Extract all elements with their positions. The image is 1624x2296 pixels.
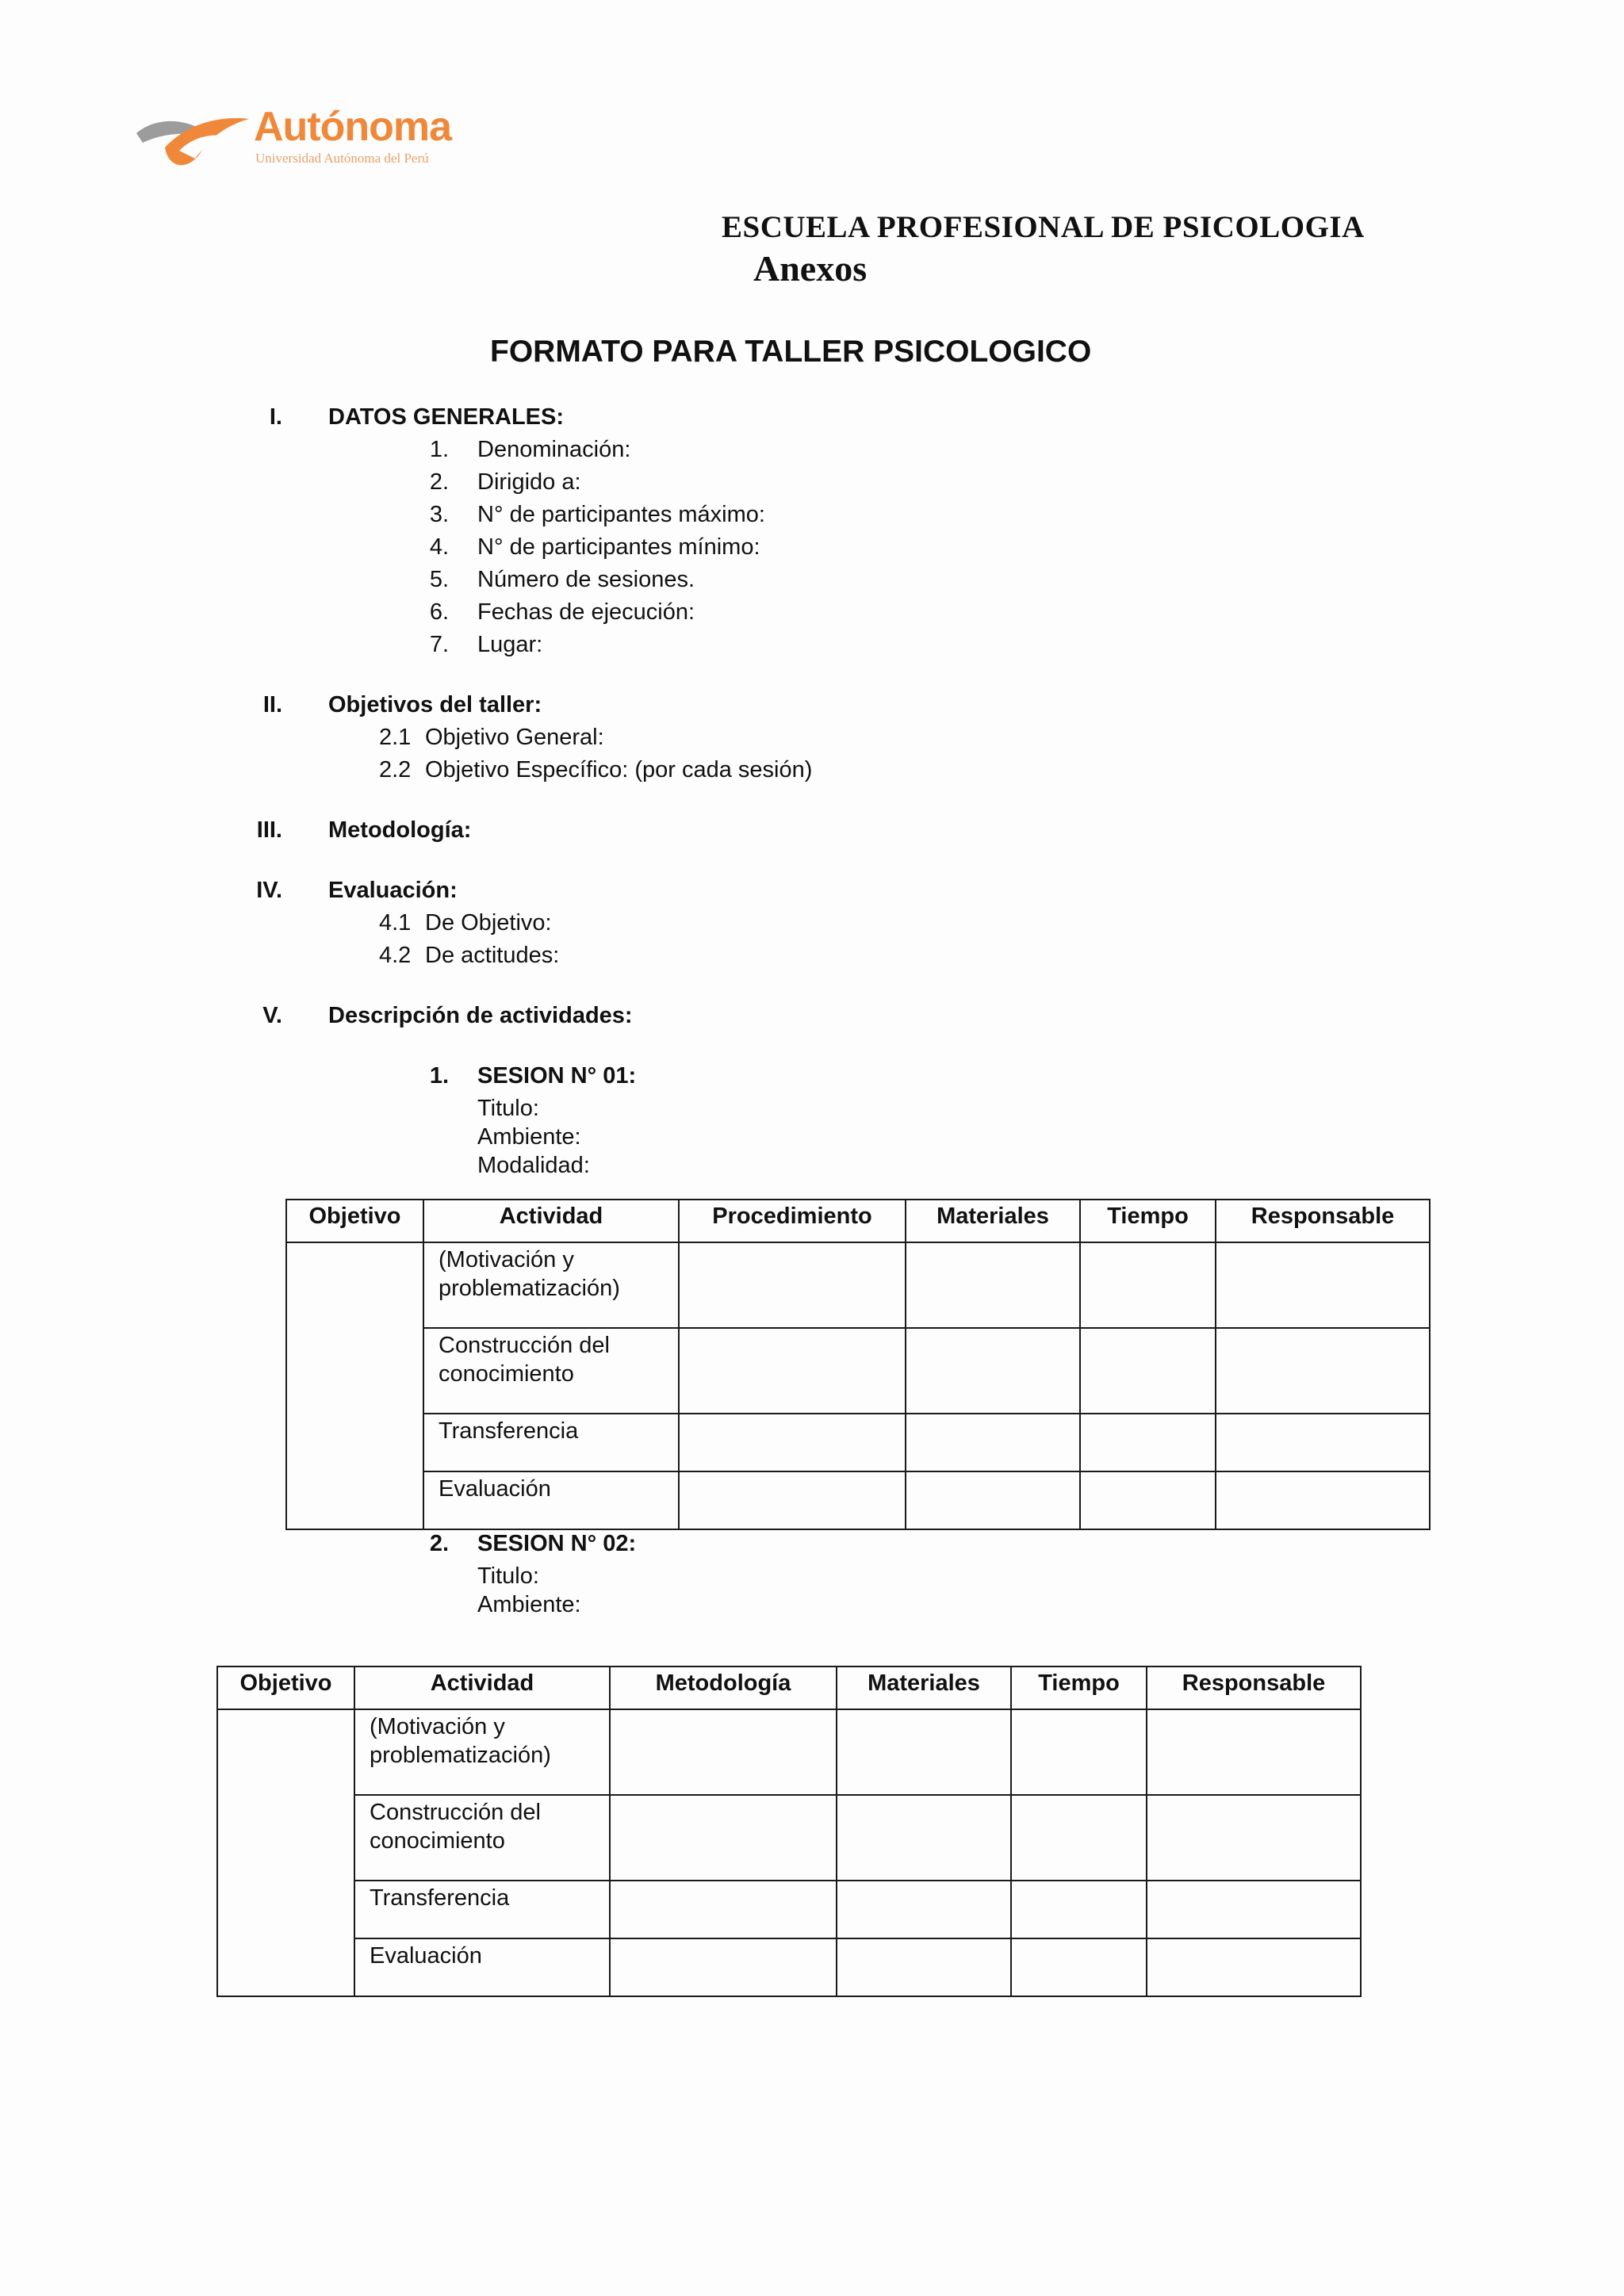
empty-cell: [837, 1795, 1011, 1881]
empty-cell: [1080, 1328, 1216, 1414]
column-header: Actividad: [423, 1200, 679, 1242]
section-numeral: II.: [262, 692, 282, 718]
list-number: 4.2: [379, 943, 412, 968]
empty-cell: [610, 1938, 837, 1996]
list-item: Objetivo General:: [425, 725, 604, 750]
empty-cell: [1080, 1414, 1216, 1471]
logo-name: Autónoma: [254, 104, 452, 150]
section-heading: Descripción de actividades:: [328, 1003, 633, 1028]
activity-cell: Evaluación: [354, 1938, 610, 1996]
column-header: Actividad: [354, 1667, 610, 1709]
table-header-row: [217, 1667, 1361, 1709]
empty-cell: [1147, 1795, 1361, 1881]
list-number: 2.1: [379, 725, 412, 750]
activity-cell: Construcción del conocimiento: [354, 1795, 610, 1881]
list-number: 6.: [429, 599, 449, 625]
section-heading: DATOS GENERALES:: [328, 404, 565, 430]
session-number: 1.: [429, 1063, 449, 1089]
column-header: Metodología: [610, 1667, 837, 1709]
empty-cell: [1216, 1471, 1430, 1529]
table-header-row: [286, 1200, 1430, 1242]
empty-cell: [1011, 1709, 1147, 1795]
university-logo: [133, 101, 482, 181]
session-field: Ambiente:: [477, 1124, 581, 1150]
empty-cell: [610, 1881, 837, 1938]
annex-label: Anexos: [753, 248, 868, 289]
table-row: [217, 1709, 1361, 1795]
objective-cell: [286, 1242, 423, 1529]
list-item: N° de participantes máximo:: [477, 502, 765, 527]
empty-cell: [906, 1471, 1080, 1529]
section-numeral: V.: [262, 1003, 282, 1028]
section-numeral: III.: [256, 817, 282, 843]
session-field: Titulo:: [477, 1096, 539, 1121]
empty-cell: [679, 1414, 906, 1471]
table-row: [286, 1414, 1430, 1471]
empty-cell: [1011, 1795, 1147, 1881]
empty-cell: [1011, 1881, 1147, 1938]
school-name: ESCUELA PROFESIONAL DE PSICOLOGIA: [722, 210, 1365, 244]
session2-table: [216, 1666, 1362, 1997]
empty-cell: [1147, 1881, 1361, 1938]
column-header: Objetivo: [286, 1200, 423, 1242]
logo-subtitle: Universidad Autónoma del Perú: [255, 151, 429, 166]
logo-swoosh-icon: [133, 101, 252, 173]
list-item: Lugar:: [477, 632, 543, 657]
empty-cell: [610, 1795, 837, 1881]
table-row: [286, 1242, 1430, 1328]
table-row: [217, 1938, 1361, 1996]
column-header: Materiales: [837, 1667, 1011, 1709]
list-item: Denominación:: [477, 437, 631, 462]
empty-cell: [1147, 1938, 1361, 1996]
table-row: [286, 1471, 1430, 1529]
list-item: Fechas de ejecución:: [477, 599, 695, 625]
list-number: 7.: [429, 632, 449, 657]
column-header: Objetivo: [217, 1667, 354, 1709]
empty-cell: [1011, 1938, 1147, 1996]
list-number: 4.1: [379, 910, 412, 936]
column-header: Tiempo: [1011, 1667, 1147, 1709]
section-numeral: I.: [269, 404, 282, 430]
empty-cell: [1216, 1414, 1430, 1471]
empty-cell: [906, 1414, 1080, 1471]
list-number: 1.: [429, 437, 449, 462]
list-number: 2.: [429, 469, 449, 495]
column-header: Materiales: [906, 1200, 1080, 1242]
empty-cell: [610, 1709, 837, 1795]
section-heading: Objetivos del taller:: [328, 692, 542, 718]
column-header: Procedimiento: [679, 1200, 906, 1242]
empty-cell: [1216, 1328, 1430, 1414]
session-number: 2.: [429, 1531, 449, 1556]
empty-cell: [1080, 1471, 1216, 1529]
session1-table: [285, 1199, 1431, 1530]
list-number: 4.: [429, 534, 449, 560]
column-header: Responsable: [1216, 1200, 1430, 1242]
empty-cell: [1080, 1242, 1216, 1328]
page-title: FORMATO PARA TALLER PSICOLOGICO: [490, 335, 1092, 369]
list-item: Objetivo Específico: (por cada sesión): [425, 757, 813, 783]
list-number: 5.: [429, 567, 449, 592]
list-item: Dirigido a:: [477, 469, 581, 495]
session-field: Ambiente:: [477, 1592, 581, 1617]
list-item: De Objetivo:: [425, 910, 552, 936]
section-heading: Evaluación:: [328, 878, 458, 903]
empty-cell: [906, 1328, 1080, 1414]
empty-cell: [837, 1709, 1011, 1795]
column-header: Responsable: [1147, 1667, 1361, 1709]
empty-cell: [1147, 1709, 1361, 1795]
table-row: [217, 1795, 1361, 1881]
session-heading: SESION N° 02:: [477, 1531, 637, 1556]
empty-cell: [837, 1938, 1011, 1996]
empty-cell: [837, 1881, 1011, 1938]
session-heading: SESION N° 01:: [477, 1063, 637, 1089]
table-row: [286, 1328, 1430, 1414]
column-header: Tiempo: [1080, 1200, 1216, 1242]
empty-cell: [679, 1471, 906, 1529]
list-item: N° de participantes mínimo:: [477, 534, 760, 560]
list-number: 2.2: [379, 757, 412, 783]
empty-cell: [906, 1242, 1080, 1328]
section-numeral: IV.: [256, 878, 282, 903]
session-field: Titulo:: [477, 1563, 539, 1589]
list-number: 3.: [429, 502, 449, 527]
activity-cell: Evaluación: [423, 1471, 679, 1529]
activity-cell: Construcción del conocimiento: [423, 1328, 679, 1414]
activity-cell: (Motivación y problematización): [423, 1242, 679, 1328]
table-row: [217, 1881, 1361, 1938]
activity-cell: Transferencia: [354, 1881, 610, 1938]
empty-cell: [1216, 1242, 1430, 1328]
list-item: Número de sesiones.: [477, 567, 695, 592]
empty-cell: [679, 1328, 906, 1414]
list-item: De actitudes:: [425, 943, 560, 968]
objective-cell: [217, 1709, 354, 1996]
activity-cell: Transferencia: [423, 1414, 679, 1471]
section-heading: Metodología:: [328, 817, 472, 843]
activity-cell: (Motivación y problematización): [354, 1709, 610, 1795]
empty-cell: [679, 1242, 906, 1328]
session-field: Modalidad:: [477, 1153, 590, 1178]
